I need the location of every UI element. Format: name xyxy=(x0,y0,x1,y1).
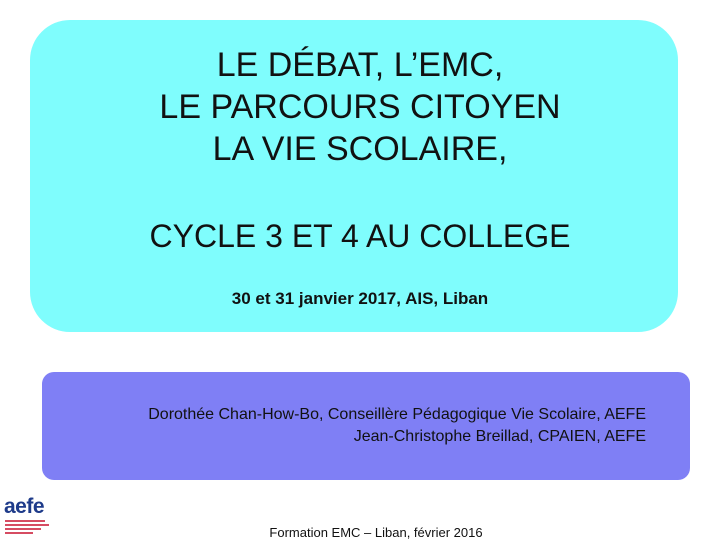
authors-box xyxy=(42,372,690,480)
title-line-3: LA VIE SCOLAIRE, xyxy=(212,130,508,168)
author-line-1: Dorothée Chan-How-Bo, Conseillère Pédagogique Vie Scolaire, AEFE xyxy=(148,406,646,423)
author-line-2: Jean-Christophe Breillad, CPAIEN, AEFE xyxy=(353,428,646,445)
footer-text: Formation EMC – Liban, février 2016 xyxy=(269,525,483,540)
title-line-1: LE DÉBAT, L’EMC, xyxy=(216,46,504,84)
aefe-logo-wordmark: aefe xyxy=(4,495,45,518)
title-subtitle: CYCLE 3 ET 4 AU COLLEGE xyxy=(149,218,571,254)
date-place: 30 et 31 janvier 2017, AIS, Liban xyxy=(231,289,489,308)
title-line-2: LE PARCOURS CITOYEN xyxy=(159,88,561,126)
